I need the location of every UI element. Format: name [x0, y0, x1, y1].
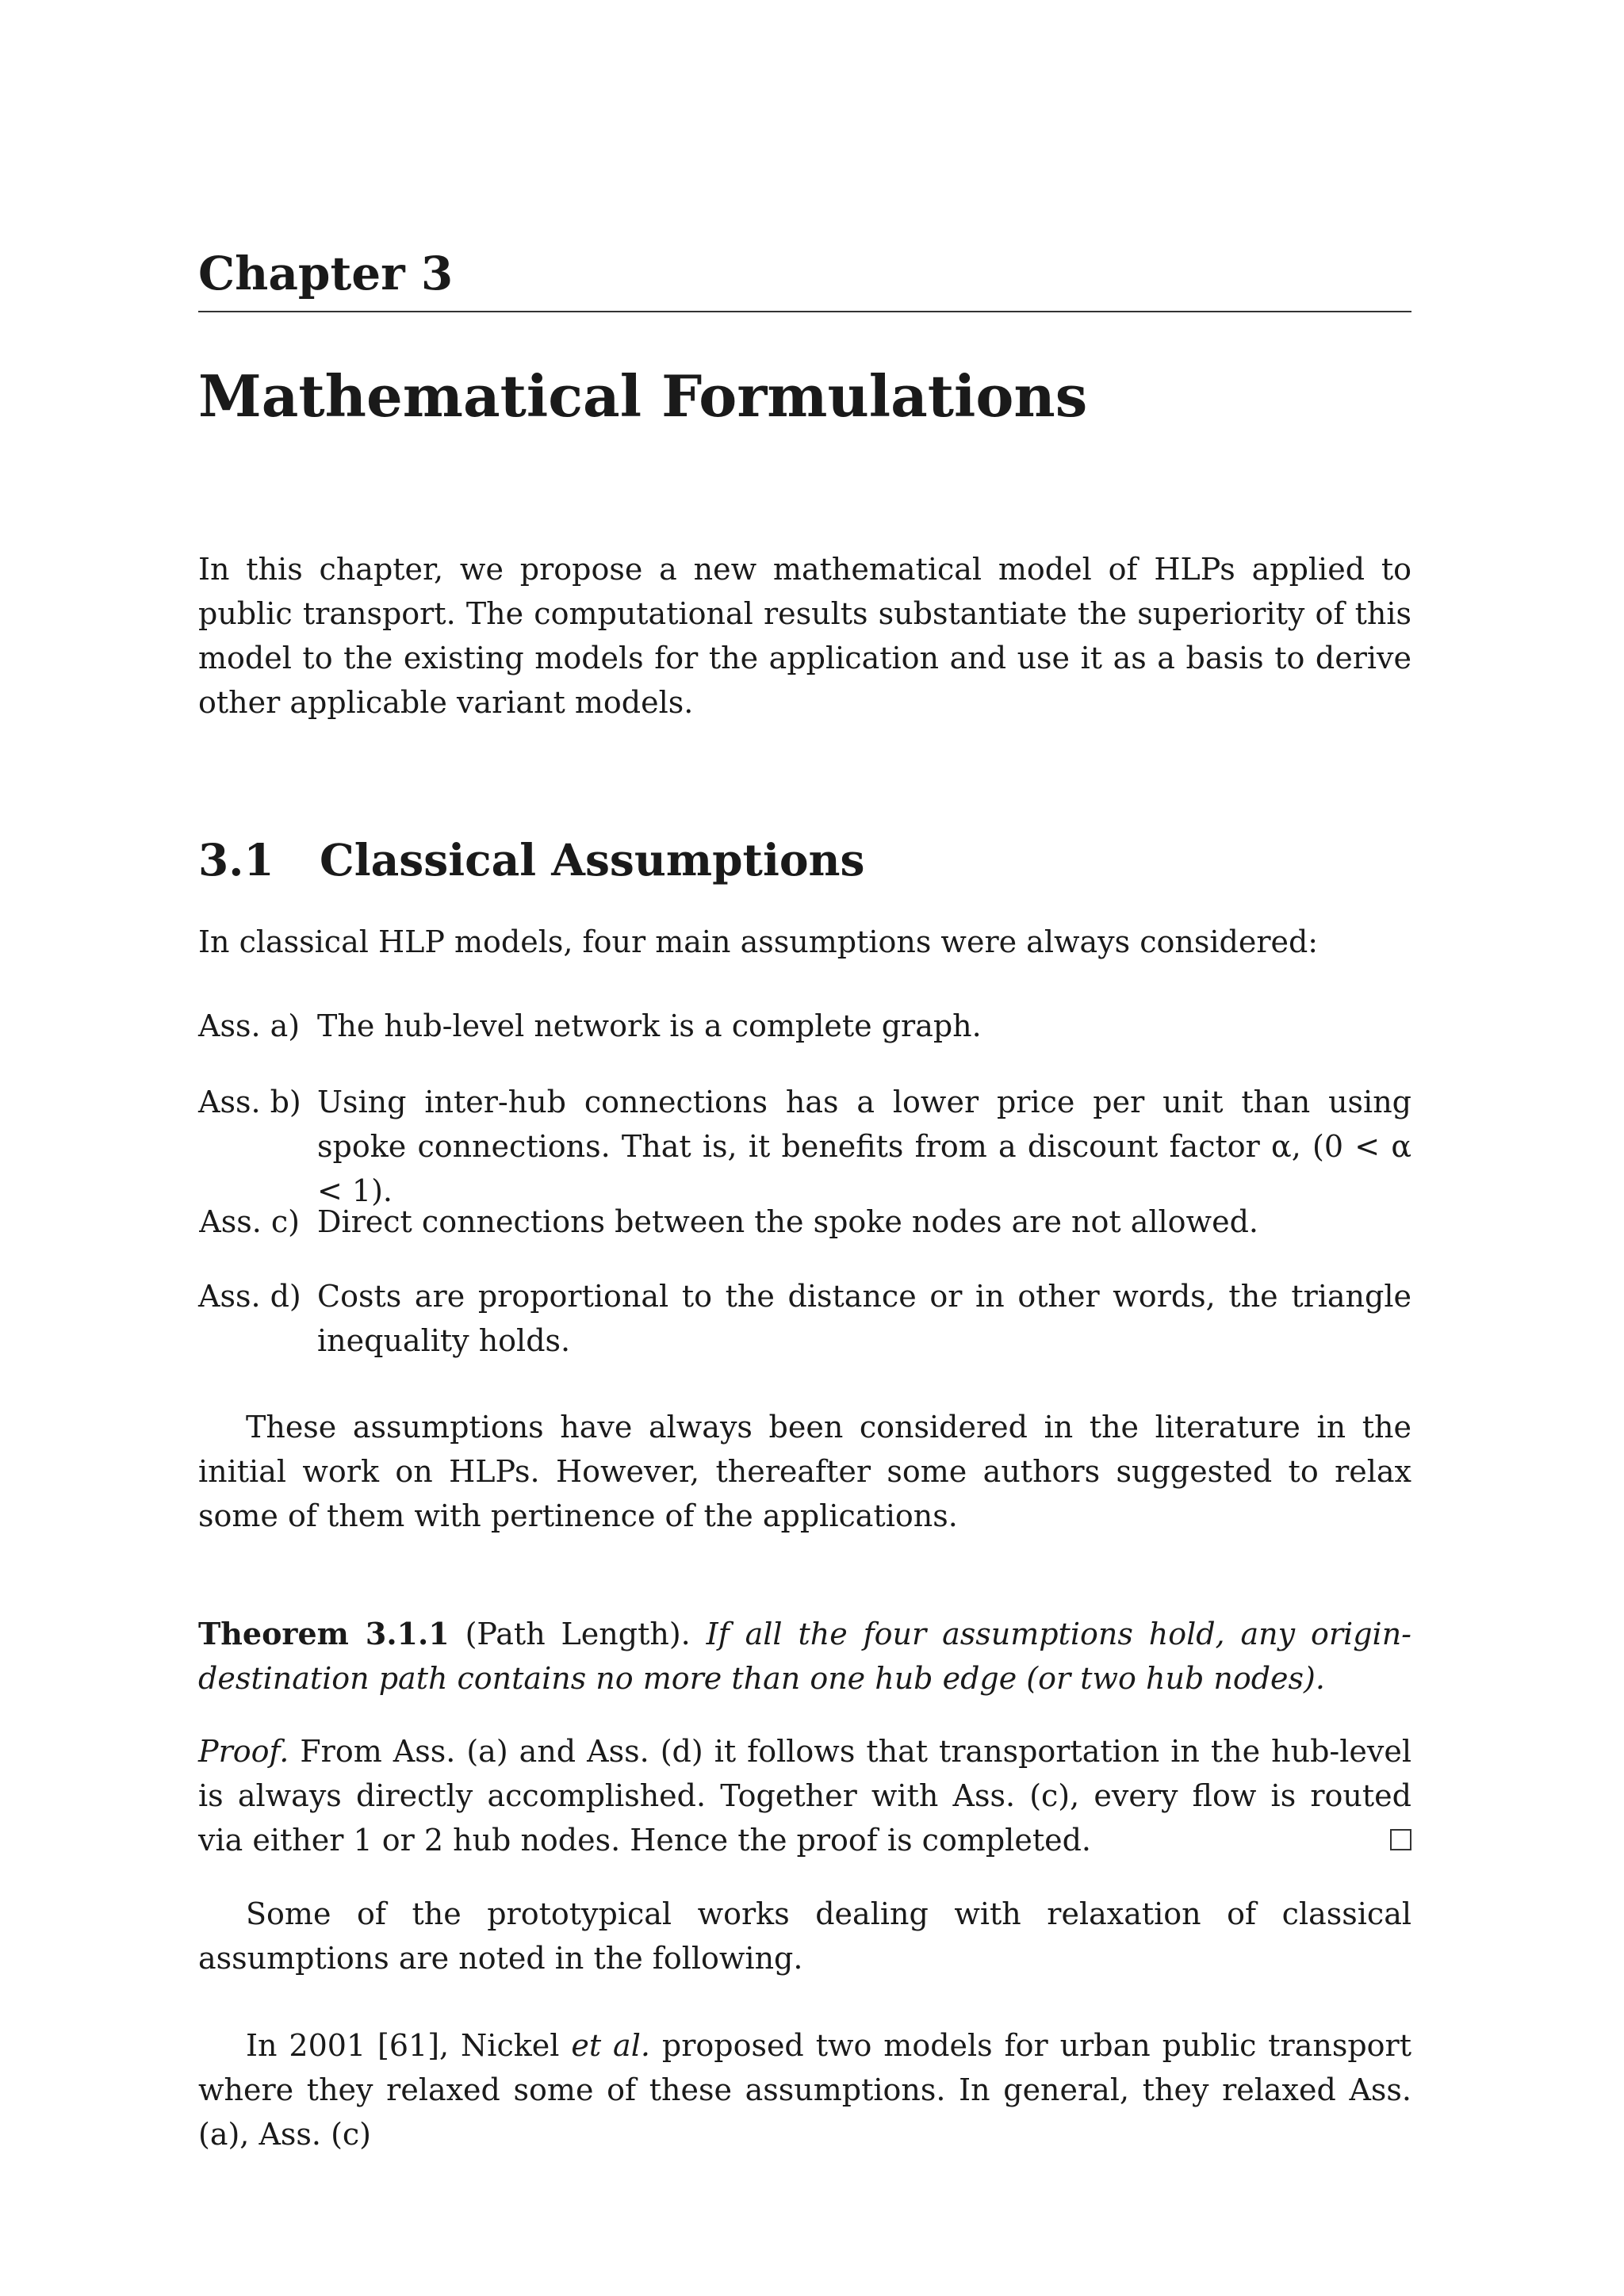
nickel-paragraph — [198, 2023, 1411, 2156]
assumption-text: The hub-level network is a complete graph. — [317, 1008, 982, 1043]
assumption-item — [198, 1004, 1411, 1048]
chapter-label: Chapter 3 — [198, 247, 454, 300]
intro-paragraph: In this chapter, we propose a new mathematical model of HLPs applied to public transport. The computational results substantiate the superiority of this model to the existing models for the application and use it as a basis to derive other applicable variant models. — [198, 552, 1411, 720]
nickel-text-end: proposed two models for urban public transport where they relaxed some of these assumptions. In general, they relaxed Ass. (a), Ass. (c) — [198, 2028, 1411, 2152]
relaxation-paragraph: Some of the prototypical works dealing with relaxation of classical assumptions are noted in the following. — [198, 1896, 1411, 1976]
assumptions-intro: In classical HLP models, four main assumptions were always considered: — [198, 924, 1319, 959]
assumption-text: Direct connections between the spoke nodes are not allowed. — [317, 1204, 1258, 1239]
assumption-item — [198, 1080, 1411, 1213]
assumption-item — [198, 1200, 1411, 1244]
assumption-item — [198, 1274, 1411, 1363]
chapter-rule — [198, 311, 1411, 312]
proof-text: From Ass. (a) and Ass. (d) it follows that transportation in the hub-level is always directly accomplished. Together with Ass. (c), every flow is routed via either 1 or 2 hub nodes. Hence the proof is completed. — [198, 1734, 1411, 1858]
theorem-name: (Path Length). — [465, 1617, 691, 1651]
section-heading — [198, 828, 1411, 892]
assumption-label: Ass. b) — [198, 1085, 301, 1119]
theorem-statement: If all the four assumptions hold, any origin-destination path contains no more than one hub edge (or two hub nodes). — [198, 1617, 1412, 1696]
assumption-label: Ass. a) — [198, 1008, 301, 1043]
proof-label: Proof. — [198, 1734, 289, 1769]
assumption-text: Costs are proportional to the distance or in other words, the triangle inequality holds. — [317, 1279, 1411, 1358]
assumption-label: Ass. c) — [199, 1204, 300, 1239]
section-title: Classical Assumptions — [320, 834, 865, 886]
nickel-text-start: In 2001 [61], Nickel — [246, 2028, 560, 2063]
chapter-title: Mathematical Formulations — [198, 362, 1088, 430]
assumption-label: Ass. d) — [198, 1279, 301, 1314]
section-number: 3.1 — [198, 834, 274, 886]
theorem — [198, 1612, 1411, 1701]
assumptions-discussion: These assumptions have always been considered in the literature in the initial work on HLPs. However, thereafter some authors suggested to relax some of them with pertinence of the applications. — [198, 1410, 1411, 1533]
proof — [198, 1729, 1411, 1862]
theorem-label: Theorem 3.1.1 — [198, 1616, 450, 1651]
nickel-etal: et al. — [571, 2028, 650, 2063]
qed-square-icon — [1390, 1829, 1411, 1850]
assumption-text: Using inter-hub connections has a lower price per unit than using spoke connections. That is, it benefits from a discount factor α, (0 < α < 1). — [317, 1085, 1411, 1208]
